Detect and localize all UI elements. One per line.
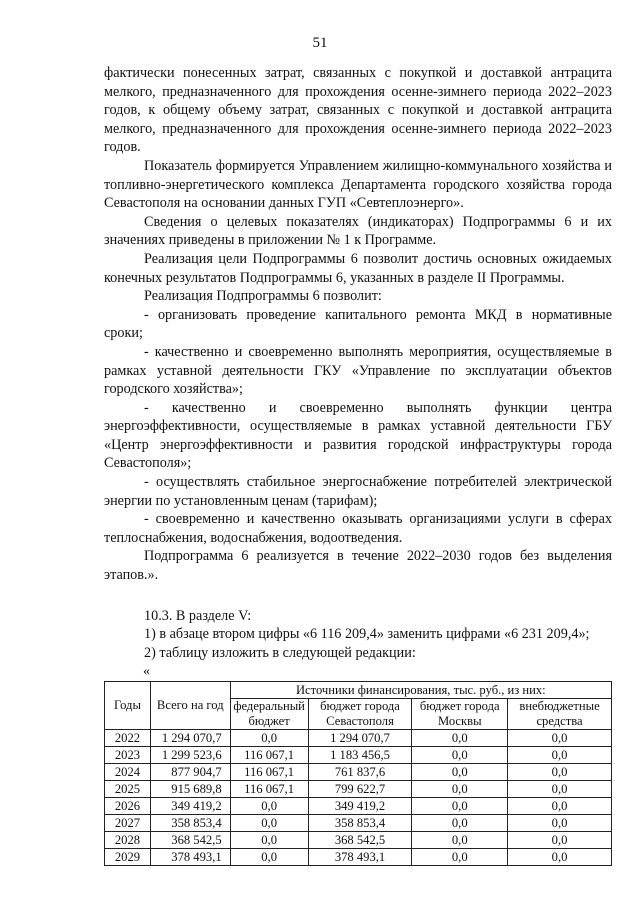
table-row bbox=[105, 815, 612, 832]
total-cell: 358 853,4 bbox=[150, 815, 230, 832]
paragraph: фактически понесенных затрат, связанных с покупкой и доставкой антрацита мелкого, предназначенного для прохождения осенне-зимнего периода 2022–2023 годов, к общему объему затрат, связанных с покупкой и доставкой антрацита мелкого, предназначенного для прохождения осенне-зимнего периода 2022–2023 годов. bbox=[104, 65, 612, 156]
city-cell: 378 493,1 bbox=[308, 849, 412, 866]
table-row bbox=[105, 832, 612, 849]
moscow-cell: 0,0 bbox=[412, 798, 508, 815]
year-cell: 2024 bbox=[105, 764, 151, 781]
section-heading: 10.3. В разделе V: bbox=[144, 607, 252, 624]
page-number: 51 bbox=[312, 35, 328, 51]
extra-cell: 0,0 bbox=[508, 747, 612, 764]
moscow-cell: 0,0 bbox=[412, 764, 508, 781]
federal-cell: 0,0 bbox=[230, 730, 308, 747]
extra-cell: 0,0 bbox=[508, 798, 612, 815]
paragraph: Реализация Подпрограммы 6 позволит: bbox=[144, 288, 382, 305]
header-years: Годы bbox=[105, 682, 151, 730]
city-cell: 799 622,7 bbox=[308, 781, 412, 798]
paragraph: 1) в абзаце втором цифры «6 116 209,4» заменить цифрами «6 231 209,4»; bbox=[144, 626, 590, 643]
financing-table bbox=[104, 681, 612, 866]
moscow-cell: 0,0 bbox=[412, 747, 508, 764]
paragraph: 2) таблицу изложить в следующей редакции: bbox=[144, 644, 416, 661]
header-federal: федеральный бюджет bbox=[230, 699, 308, 730]
header-moscow: бюджет города Москвы bbox=[412, 699, 508, 730]
list-item: - осуществлять стабильное энергоснабжение потребителей электрической энергии по установленным ценам (тарифам); bbox=[104, 474, 612, 509]
header-total: Всего на год bbox=[150, 682, 230, 730]
city-cell: 1 183 456,5 bbox=[308, 747, 412, 764]
table-row bbox=[105, 849, 612, 866]
extra-cell: 0,0 bbox=[508, 730, 612, 747]
paragraph: Реализация цели Подпрограммы 6 позволит достичь основных ожидаемых конечных результатов Подпрограммы 6, указанных в разделе II Программы. bbox=[104, 250, 612, 286]
body-text bbox=[104, 64, 612, 662]
header-city: бюджет города Севастополя bbox=[308, 699, 412, 730]
federal-cell: 116 067,1 bbox=[230, 747, 308, 764]
federal-cell: 0,0 bbox=[230, 832, 308, 849]
federal-cell: 116 067,1 bbox=[230, 764, 308, 781]
list-item: - организовать проведение капитального ремонта МКД в нормативные сроки; bbox=[104, 306, 612, 342]
total-cell: 349 419,2 bbox=[150, 798, 230, 815]
extra-cell: 0,0 bbox=[508, 815, 612, 832]
city-cell: 349 419,2 bbox=[308, 798, 412, 815]
city-cell: 358 853,4 bbox=[308, 815, 412, 832]
extra-cell: 0,0 bbox=[508, 832, 612, 849]
table-row bbox=[105, 764, 612, 781]
header-sources: Источники финансирования, тыс. руб., из них: bbox=[230, 682, 611, 699]
year-cell: 2027 bbox=[105, 815, 151, 832]
total-cell: 368 542,5 bbox=[150, 832, 230, 849]
year-cell: 2028 bbox=[105, 832, 151, 849]
total-cell: 915 689,8 bbox=[150, 781, 230, 798]
list-item: - качественно и своевременно выполнять мероприятия, осуществляемые в рамках уставной деятельности ГКУ «Управление по эксплуатации объектов городского хозяйства»; bbox=[104, 343, 612, 398]
city-cell: 368 542,5 bbox=[308, 832, 412, 849]
moscow-cell: 0,0 bbox=[412, 832, 508, 849]
list-item: - качественно и своевременно выполнять функции центра энергоэффективности, осуществляемые в рамках уставной деятельности ГБУ «Центр энергоэффективности и развития городской инфраструктуры города Севастополя»; bbox=[104, 399, 612, 472]
header-extrabudgetary: внебюджетные средства bbox=[508, 699, 612, 730]
table-row bbox=[105, 798, 612, 815]
extra-cell: 0,0 bbox=[508, 781, 612, 798]
total-cell: 378 493,1 bbox=[150, 849, 230, 866]
city-cell: 761 837,6 bbox=[308, 764, 412, 781]
table-row bbox=[105, 730, 612, 747]
list-item: - своевременно и качественно оказывать организациями услуги в сферах теплоснабжения, водоснабжения, водоотведения. bbox=[104, 511, 612, 546]
extra-cell: 0,0 bbox=[508, 764, 612, 781]
federal-cell: 0,0 bbox=[230, 849, 308, 866]
moscow-cell: 0,0 bbox=[412, 849, 508, 866]
city-cell: 1 294 070,7 bbox=[308, 730, 412, 747]
total-cell: 877 904,7 bbox=[150, 764, 230, 781]
moscow-cell: 0,0 bbox=[412, 781, 508, 798]
year-cell: 2023 bbox=[105, 747, 151, 764]
federal-cell: 116 067,1 bbox=[230, 781, 308, 798]
year-cell: 2022 bbox=[105, 730, 151, 747]
table-row bbox=[105, 781, 612, 798]
federal-cell: 0,0 bbox=[230, 798, 308, 815]
year-cell: 2026 bbox=[105, 798, 151, 815]
year-cell: 2029 bbox=[105, 849, 151, 866]
extra-cell: 0,0 bbox=[508, 849, 612, 866]
paragraph: Сведения о целевых показателях (индикаторах) Подпрограммы 6 и их значениях приведены в приложении № 1 к Программе. bbox=[104, 213, 612, 249]
paragraph: Подпрограмма 6 реализуется в течение 2022–2030 годов без выделения этапов.». bbox=[104, 548, 612, 584]
moscow-cell: 0,0 bbox=[412, 815, 508, 832]
federal-cell: 0,0 bbox=[230, 815, 308, 832]
opening-quote-mark: « bbox=[143, 664, 150, 679]
moscow-cell: 0,0 bbox=[412, 730, 508, 747]
paragraph: Показатель формируется Управлением жилищно-коммунального хозяйства и топливно-энергетического комплекса Департамента городского хозяйства города Севастополя на основании данных ГУП «Севтеплоэнерго». bbox=[104, 157, 612, 212]
year-cell: 2025 bbox=[105, 781, 151, 798]
table-row bbox=[105, 747, 612, 764]
total-cell: 1 294 070,7 bbox=[150, 730, 230, 747]
total-cell: 1 299 523,6 bbox=[150, 747, 230, 764]
